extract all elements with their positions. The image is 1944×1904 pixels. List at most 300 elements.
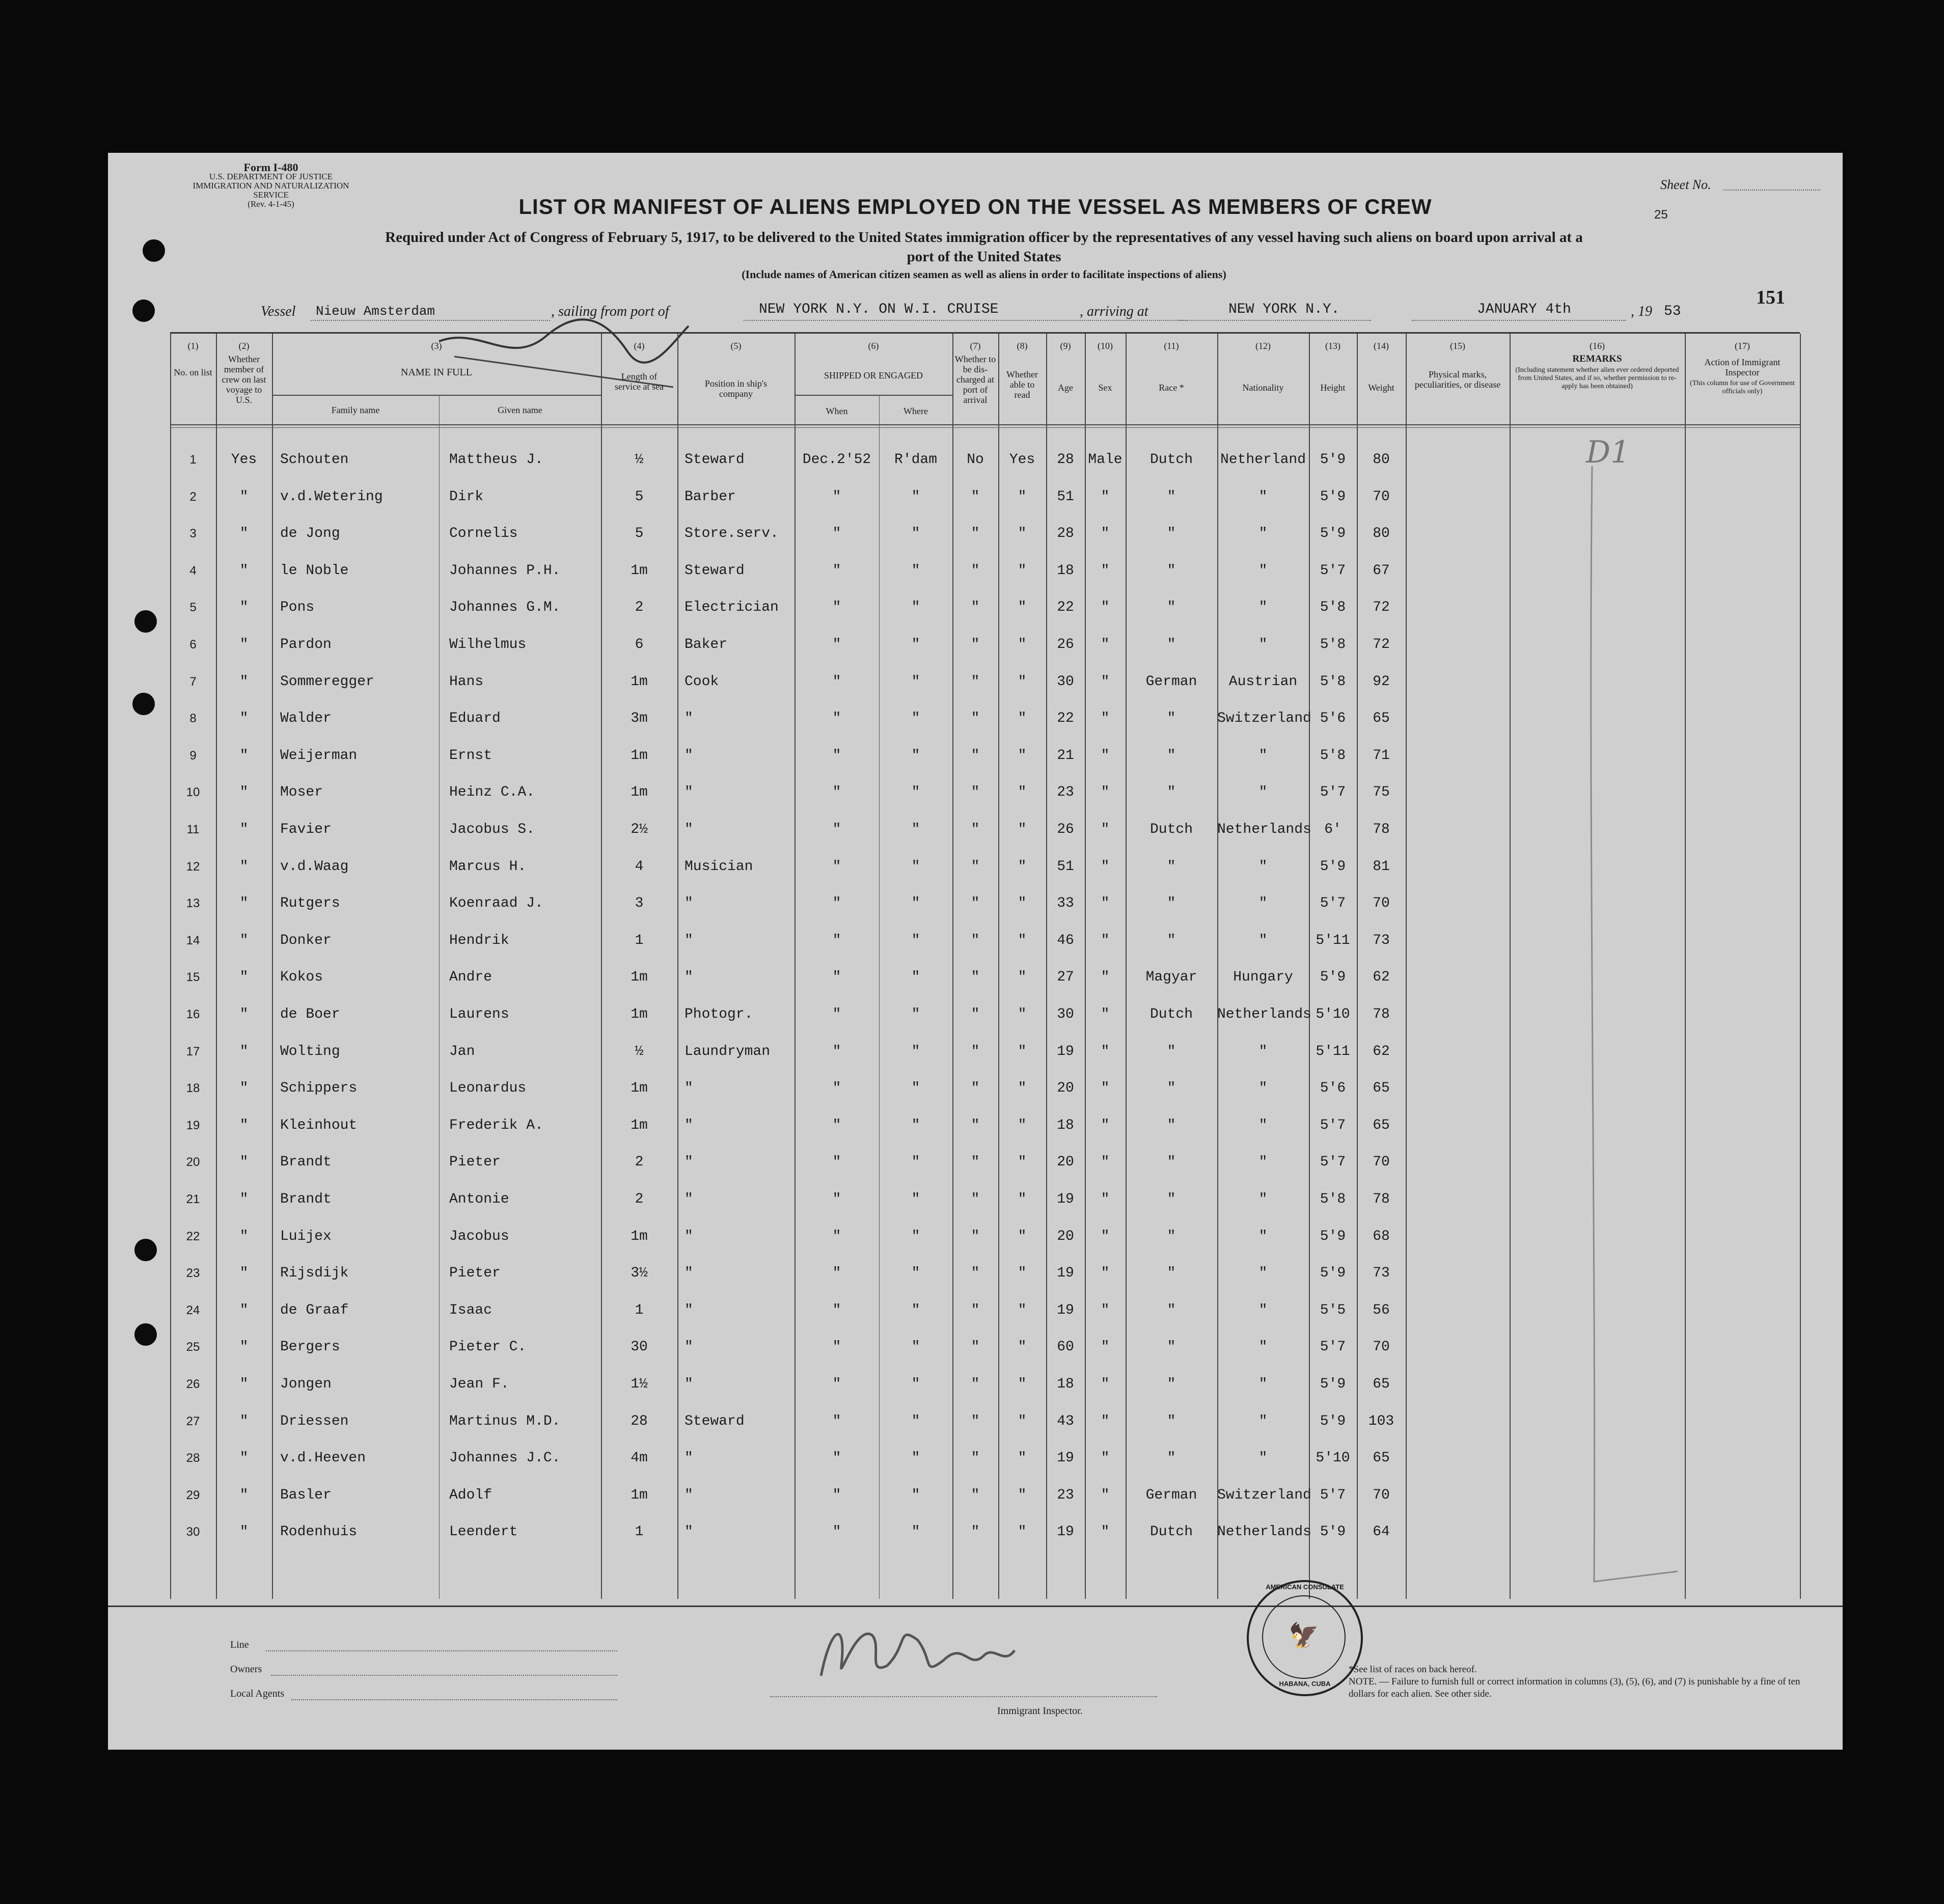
header-where: Where: [903, 406, 928, 416]
cell-weight: 70: [1373, 895, 1390, 912]
cell-family: Schouten: [280, 452, 349, 468]
cell-given: Laurens: [449, 1007, 509, 1022]
header-sex: Sex: [1098, 383, 1112, 393]
cell-family: Luijex: [280, 1228, 332, 1244]
cell-where: ": [911, 637, 920, 652]
cell-read: ": [1018, 1043, 1027, 1059]
header-given-name: Given name: [498, 405, 542, 415]
cell-when: ": [832, 895, 841, 912]
cell-when: ": [832, 1339, 841, 1355]
cell-sex: ": [1101, 858, 1110, 875]
cell-height: 5'7: [1320, 1487, 1346, 1503]
cell-given: Eduard: [449, 711, 501, 727]
cell-service: 4m: [631, 1450, 648, 1466]
races-note: *See list of races on back hereof.: [1349, 1664, 1477, 1675]
cell-service: 1m: [631, 562, 648, 579]
col-number: (8): [1017, 341, 1028, 351]
cell-read: ": [1018, 673, 1027, 690]
cell-discharged: ": [971, 1154, 980, 1171]
cell-weight: 72: [1373, 637, 1390, 652]
cell-height: 5'6: [1320, 1080, 1346, 1097]
cell-given: Antonie: [449, 1191, 509, 1207]
owners-field: [271, 1675, 617, 1676]
cell-family: Moser: [280, 784, 323, 801]
cell-sex: ": [1101, 711, 1110, 727]
cell-height: 5'9: [1320, 969, 1346, 986]
cell-member: ": [239, 1524, 249, 1540]
cell-when: ": [832, 1487, 841, 1503]
cell-race: German: [1145, 673, 1197, 690]
cell-given: Pieter C.: [449, 1339, 527, 1355]
cell-where: ": [911, 1007, 920, 1022]
cell-race: Dutch: [1149, 452, 1193, 468]
cell-position: ": [684, 1154, 693, 1171]
row-number: 13: [186, 896, 200, 911]
cell-sex: ": [1101, 526, 1110, 542]
cell-weight: 64: [1373, 1524, 1390, 1540]
cell-given: Leendert: [449, 1524, 518, 1540]
cell-discharged: ": [971, 1413, 980, 1429]
col-number: (13): [1325, 341, 1340, 351]
cell-age: 60: [1057, 1339, 1074, 1355]
header-race: Race *: [1159, 383, 1184, 393]
vessel-label: Vessel: [261, 304, 296, 319]
header-weight: Weight: [1368, 383, 1394, 393]
header-action: Action of Immigrant Inspector: [1704, 357, 1781, 377]
cell-discharged: ": [971, 637, 980, 652]
cell-weight: 62: [1373, 1043, 1390, 1059]
col-number: (5): [730, 341, 742, 351]
cell-where: ": [911, 822, 920, 837]
cell-weight: 65: [1373, 1080, 1390, 1097]
cell-nationality: ": [1258, 1080, 1268, 1097]
cell-nationality: ": [1258, 488, 1268, 505]
cell-service: 4: [635, 858, 644, 875]
line-label: Line: [230, 1639, 249, 1650]
cell-age: 46: [1057, 932, 1074, 948]
header-rule: [795, 395, 952, 396]
cell-discharged: ": [971, 1191, 980, 1207]
cell-race: ": [1167, 784, 1176, 801]
cell-when: ": [832, 1302, 841, 1318]
cell-family: Rijsdijk: [280, 1265, 349, 1282]
cell-where: ": [911, 1265, 920, 1282]
cell-read: ": [1018, 1117, 1027, 1133]
note-label: NOTE.: [1349, 1676, 1377, 1687]
cell-height: 5'9: [1320, 488, 1346, 505]
col-number: (14): [1374, 341, 1389, 351]
cell-read: ": [1018, 1339, 1027, 1355]
cell-member: ": [239, 1413, 249, 1429]
cell-service: ½: [635, 452, 644, 468]
cell-race: ": [1167, 637, 1176, 652]
cell-position: Barber: [684, 488, 736, 505]
cell-sex: ": [1101, 1339, 1110, 1355]
col-divider: [677, 334, 678, 1599]
cell-race: ": [1167, 747, 1176, 764]
cell-discharged: ": [971, 1450, 980, 1466]
cell-nationality: ": [1258, 600, 1268, 616]
header-age: Age: [1058, 383, 1073, 393]
penalty-note: [1349, 1676, 1817, 1700]
cell-weight: 103: [1368, 1413, 1394, 1429]
cell-age: 28: [1057, 452, 1074, 468]
cell-nationality: ": [1258, 784, 1268, 801]
header-action-note: (This column for use of Government officials only): [1690, 379, 1795, 395]
cell-read: ": [1018, 969, 1027, 986]
col-divider: [1046, 334, 1047, 1599]
cell-member: ": [239, 526, 249, 542]
inspector-signature: [811, 1604, 1025, 1691]
cell-sex: ": [1101, 1524, 1110, 1540]
cell-when: ": [832, 488, 841, 505]
cell-given: Marcus H.: [449, 858, 527, 875]
cell-member: ": [239, 1376, 249, 1392]
cell-service: 1m: [631, 1228, 648, 1244]
cell-weight: 80: [1373, 452, 1390, 468]
cell-where: ": [911, 1191, 920, 1207]
cell-nationality: ": [1258, 562, 1268, 579]
cell-when: ": [832, 1191, 841, 1207]
cell-given: Wilhelmus: [449, 637, 527, 652]
col-divider: [1510, 334, 1511, 1599]
col-divider: [272, 334, 273, 1599]
cell-race: Dutch: [1149, 1524, 1193, 1540]
header-bottom-rule: [170, 424, 1800, 425]
cell-given: Jacobus: [449, 1228, 509, 1244]
cell-where: ": [911, 1450, 920, 1466]
year-prefix: , 19: [1631, 304, 1652, 319]
cell-where: ": [911, 858, 920, 875]
cell-when: ": [832, 673, 841, 690]
cell-age: 22: [1057, 711, 1074, 727]
cell-sex: ": [1101, 1080, 1110, 1097]
cell-given: Johannes J.C.: [449, 1450, 561, 1466]
row-number: 26: [186, 1377, 200, 1391]
cell-family: Weijerman: [280, 747, 358, 764]
cell-weight: 65: [1373, 711, 1390, 727]
arrival-year: 53: [1664, 304, 1681, 319]
cell-age: 19: [1057, 1043, 1074, 1059]
cell-race: ": [1167, 1302, 1176, 1318]
cell-age: 19: [1057, 1450, 1074, 1466]
cell-weight: 78: [1373, 1191, 1390, 1207]
page-title: LIST OR MANIFEST OF ALIENS EMPLOYED ON THE VESSEL AS MEMBERS OF CREW: [518, 195, 1432, 219]
cell-age: 21: [1057, 747, 1074, 764]
col-divider: [795, 334, 796, 1599]
cell-nationality: ": [1258, 1376, 1268, 1392]
cell-sex: ": [1101, 822, 1110, 837]
cell-position: ": [684, 1265, 693, 1282]
cell-discharged: ": [971, 526, 980, 542]
cell-sex: ": [1101, 637, 1110, 652]
cell-member: ": [239, 969, 249, 986]
cell-service: 1: [635, 1524, 644, 1540]
cell-position: ": [684, 822, 693, 837]
header-member-last-voyage: Whether member of crew on last voyage to U.S.: [222, 354, 266, 405]
cell-read: ": [1018, 1302, 1027, 1318]
cell-position: ": [684, 784, 693, 801]
row-number: 10: [186, 785, 200, 800]
cell-age: 19: [1057, 1265, 1074, 1282]
cell-position: Store.serv.: [684, 526, 779, 542]
cell-height: 5'9: [1320, 526, 1346, 542]
cell-discharged: ": [971, 822, 980, 837]
cell-weight: 67: [1373, 562, 1390, 579]
cell-given: Frederik A.: [449, 1117, 543, 1133]
cell-family: de Jong: [280, 526, 340, 542]
cell-position: Baker: [684, 637, 728, 652]
cell-discharged: ": [971, 562, 980, 579]
cell-service: 5: [635, 488, 644, 505]
cell-height: 5'10: [1316, 1007, 1350, 1022]
cell-sex: ": [1101, 1376, 1110, 1392]
cell-when: ": [832, 637, 841, 652]
cell-race: ": [1167, 488, 1176, 505]
punch-hole: [134, 1239, 157, 1261]
cell-position: ": [684, 969, 693, 986]
cell-when: ": [832, 1265, 841, 1282]
cell-read: ": [1018, 1450, 1027, 1466]
cell-given: Jacobus S.: [449, 822, 535, 837]
cell-sex: ": [1101, 1450, 1110, 1466]
col-number: (1): [187, 341, 199, 351]
cell-member: ": [239, 637, 249, 652]
cell-race: ": [1167, 858, 1176, 875]
cell-sex: ": [1101, 1191, 1110, 1207]
arriving-port: NEW YORK N.Y.: [1228, 302, 1340, 317]
cell-member: ": [239, 1117, 249, 1133]
immigrant-inspector-label: Immigrant Inspector.: [997, 1705, 1083, 1717]
cell-nationality: ": [1258, 932, 1268, 948]
cell-age: 30: [1057, 673, 1074, 690]
cell-when: ": [832, 1450, 841, 1466]
cell-race: ": [1167, 1043, 1176, 1059]
cell-service: 1½: [631, 1376, 648, 1392]
cell-when: ": [832, 1376, 841, 1392]
cell-nationality: ": [1258, 1450, 1268, 1466]
col-number: (16): [1590, 341, 1605, 351]
punch-hole: [134, 1323, 157, 1346]
cell-age: 23: [1057, 1487, 1074, 1503]
cell-age: 51: [1057, 488, 1074, 505]
cell-read: ": [1018, 1191, 1027, 1207]
cell-race: Dutch: [1149, 1007, 1193, 1022]
subtitle-line-2: port of the United States: [907, 249, 1061, 265]
cell-where: ": [911, 895, 920, 912]
row-number: 7: [189, 674, 197, 689]
row-number: 17: [186, 1044, 200, 1058]
cell-service: 1m: [631, 673, 648, 690]
cell-read: ": [1018, 600, 1027, 616]
cell-sex: Male: [1088, 452, 1122, 468]
cell-nationality: ": [1258, 1228, 1268, 1244]
cell-member: ": [239, 1450, 249, 1466]
cell-sex: ": [1101, 673, 1110, 690]
cell-sex: ": [1101, 1043, 1110, 1059]
cell-height: 5'8: [1320, 673, 1346, 690]
local-agents-label: Local Agents: [230, 1688, 285, 1699]
cell-service: 1m: [631, 969, 648, 986]
cell-discharged: ": [971, 747, 980, 764]
cell-nationality: Hungary: [1233, 969, 1293, 986]
cell-sex: ": [1101, 1302, 1110, 1318]
cell-race: ": [1167, 1339, 1176, 1355]
cell-family: v.d.Heeven: [280, 1450, 366, 1466]
col-number: (6): [868, 341, 879, 351]
cell-member: ": [239, 895, 249, 912]
subtitle-line-3: (Include names of American citizen seamen as well as aliens in order to facilitate inspections of aliens): [742, 268, 1226, 281]
form-revision: (Rev. 4-1-45): [248, 199, 294, 209]
cell-race: Magyar: [1145, 969, 1197, 986]
cell-race: ": [1167, 1450, 1176, 1466]
cell-position: Steward: [684, 562, 745, 579]
cell-where: ": [911, 1080, 920, 1097]
cell-service: 1: [635, 932, 644, 948]
cell-position: Steward: [684, 452, 745, 468]
cell-discharged: ": [971, 969, 980, 986]
seal-eagle-icon: 🦅: [1289, 1622, 1319, 1649]
cell-nationality: ": [1258, 526, 1268, 542]
vessel-name: Nieuw Amsterdam: [316, 304, 435, 319]
cell-when: ": [832, 1413, 841, 1429]
row-number: 24: [186, 1303, 200, 1317]
cell-where: ": [911, 711, 920, 727]
cell-family: Schippers: [280, 1080, 358, 1097]
cell-sex: ": [1101, 784, 1110, 801]
cell-weight: 68: [1373, 1228, 1390, 1244]
header-family-name: Family name: [331, 405, 380, 415]
col-number: (17): [1735, 341, 1750, 351]
cell-family: Brandt: [280, 1154, 332, 1171]
header-discharged: Whether to be dis-charged at port of arrival: [954, 354, 996, 405]
cell-family: Pardon: [280, 637, 332, 652]
cell-height: 6': [1324, 822, 1341, 837]
cell-weight: 72: [1373, 600, 1390, 616]
cell-discharged: ": [971, 1339, 980, 1355]
cell-race: ": [1167, 711, 1176, 727]
cell-weight: 80: [1373, 526, 1390, 542]
cell-service: 1m: [631, 784, 648, 801]
col-divider: [601, 334, 602, 1599]
cell-given: Cornelis: [449, 526, 518, 542]
cell-nationality: ": [1258, 1265, 1268, 1282]
seal-bottom-text: HABANA, CUBA: [1279, 1680, 1331, 1688]
cell-position: ": [684, 1191, 693, 1207]
cell-position: Photogr.: [684, 1007, 753, 1022]
cell-read: ": [1018, 1007, 1027, 1022]
cell-member: ": [239, 711, 249, 727]
cell-discharged: ": [971, 858, 980, 875]
row-number: 2: [189, 489, 197, 504]
cell-where: ": [911, 526, 920, 542]
cell-age: 19: [1057, 1191, 1074, 1207]
cell-height: 5'7: [1320, 784, 1346, 801]
cell-nationality: ": [1258, 1154, 1268, 1171]
cell-position: ": [684, 1487, 693, 1503]
row-number: 22: [186, 1229, 200, 1243]
cell-read: ": [1018, 1524, 1027, 1540]
cell-given: Dirk: [449, 488, 484, 505]
cell-discharged: ": [971, 1487, 980, 1503]
line-field: [266, 1650, 617, 1651]
cell-position: ": [684, 1450, 693, 1466]
cell-age: 20: [1057, 1228, 1074, 1244]
remarks-pencil-bracket: [1586, 461, 1688, 1612]
row-number: 5: [189, 601, 197, 615]
cell-family: Sommeregger: [280, 673, 374, 690]
cell-discharged: ": [971, 895, 980, 912]
cell-height: 5'11: [1316, 1043, 1350, 1059]
cell-sex: ": [1101, 1413, 1110, 1429]
cell-member: ": [239, 673, 249, 690]
col-number: (12): [1255, 341, 1271, 351]
cell-weight: 78: [1373, 1007, 1390, 1022]
cell-when: Dec.2'52: [802, 452, 871, 468]
row-number: 6: [189, 638, 197, 651]
cell-member: ": [239, 858, 249, 875]
cell-nationality: ": [1258, 1191, 1268, 1207]
col-divider: [439, 395, 440, 1599]
cell-weight: 70: [1373, 488, 1390, 505]
cell-height: 5'7: [1320, 895, 1346, 912]
cell-where: ": [911, 1524, 920, 1540]
cell-given: Johannes G.M.: [449, 600, 561, 616]
cell-race: ": [1167, 1265, 1176, 1282]
cell-age: 30: [1057, 1007, 1074, 1022]
cell-sex: ": [1101, 1007, 1110, 1022]
cell-given: Hans: [449, 673, 484, 690]
page-number: 151: [1756, 287, 1785, 308]
col-divider: [1309, 334, 1310, 1599]
cell-nationality: Netherlands: [1217, 822, 1311, 837]
header-length-service: Length of service at sea: [615, 371, 664, 392]
cell-nationality: ": [1258, 1413, 1268, 1429]
cell-sex: ": [1101, 747, 1110, 764]
cell-when: ": [832, 969, 841, 986]
cell-height: 5'6: [1320, 711, 1346, 727]
cell-discharged: ": [971, 1376, 980, 1392]
cell-service: 6: [635, 637, 644, 652]
sailing-label: , sailing from port of: [551, 304, 669, 319]
cell-discharged: ": [971, 673, 980, 690]
col-number: (2): [238, 341, 250, 351]
header-name-in-full: NAME IN FULL: [401, 367, 472, 378]
row-number: 15: [186, 970, 200, 985]
cell-member: ": [239, 1043, 249, 1059]
cell-family: Wolting: [280, 1043, 340, 1059]
cell-discharged: ": [971, 1007, 980, 1022]
cell-age: 51: [1057, 858, 1074, 875]
col-number: (7): [970, 341, 981, 351]
cell-discharged: ": [971, 932, 980, 948]
cell-age: 27: [1057, 969, 1074, 986]
cell-when: ": [832, 1007, 841, 1022]
cell-family: Basler: [280, 1487, 332, 1503]
sailing-port: NEW YORK N.Y. ON W.I. CRUISE: [759, 302, 999, 317]
cell-race: ": [1167, 600, 1176, 616]
cell-family: le Noble: [280, 562, 349, 579]
cell-position: ": [684, 932, 693, 948]
col-divider: [1357, 334, 1358, 1599]
col-divider: [216, 334, 217, 1599]
cell-given: Jan: [449, 1043, 475, 1059]
cell-height: 5'9: [1320, 452, 1346, 468]
cell-position: ": [684, 1302, 693, 1318]
cell-family: Rodenhuis: [280, 1524, 358, 1540]
cell-weight: 65: [1373, 1117, 1390, 1133]
cell-age: 23: [1057, 784, 1074, 801]
